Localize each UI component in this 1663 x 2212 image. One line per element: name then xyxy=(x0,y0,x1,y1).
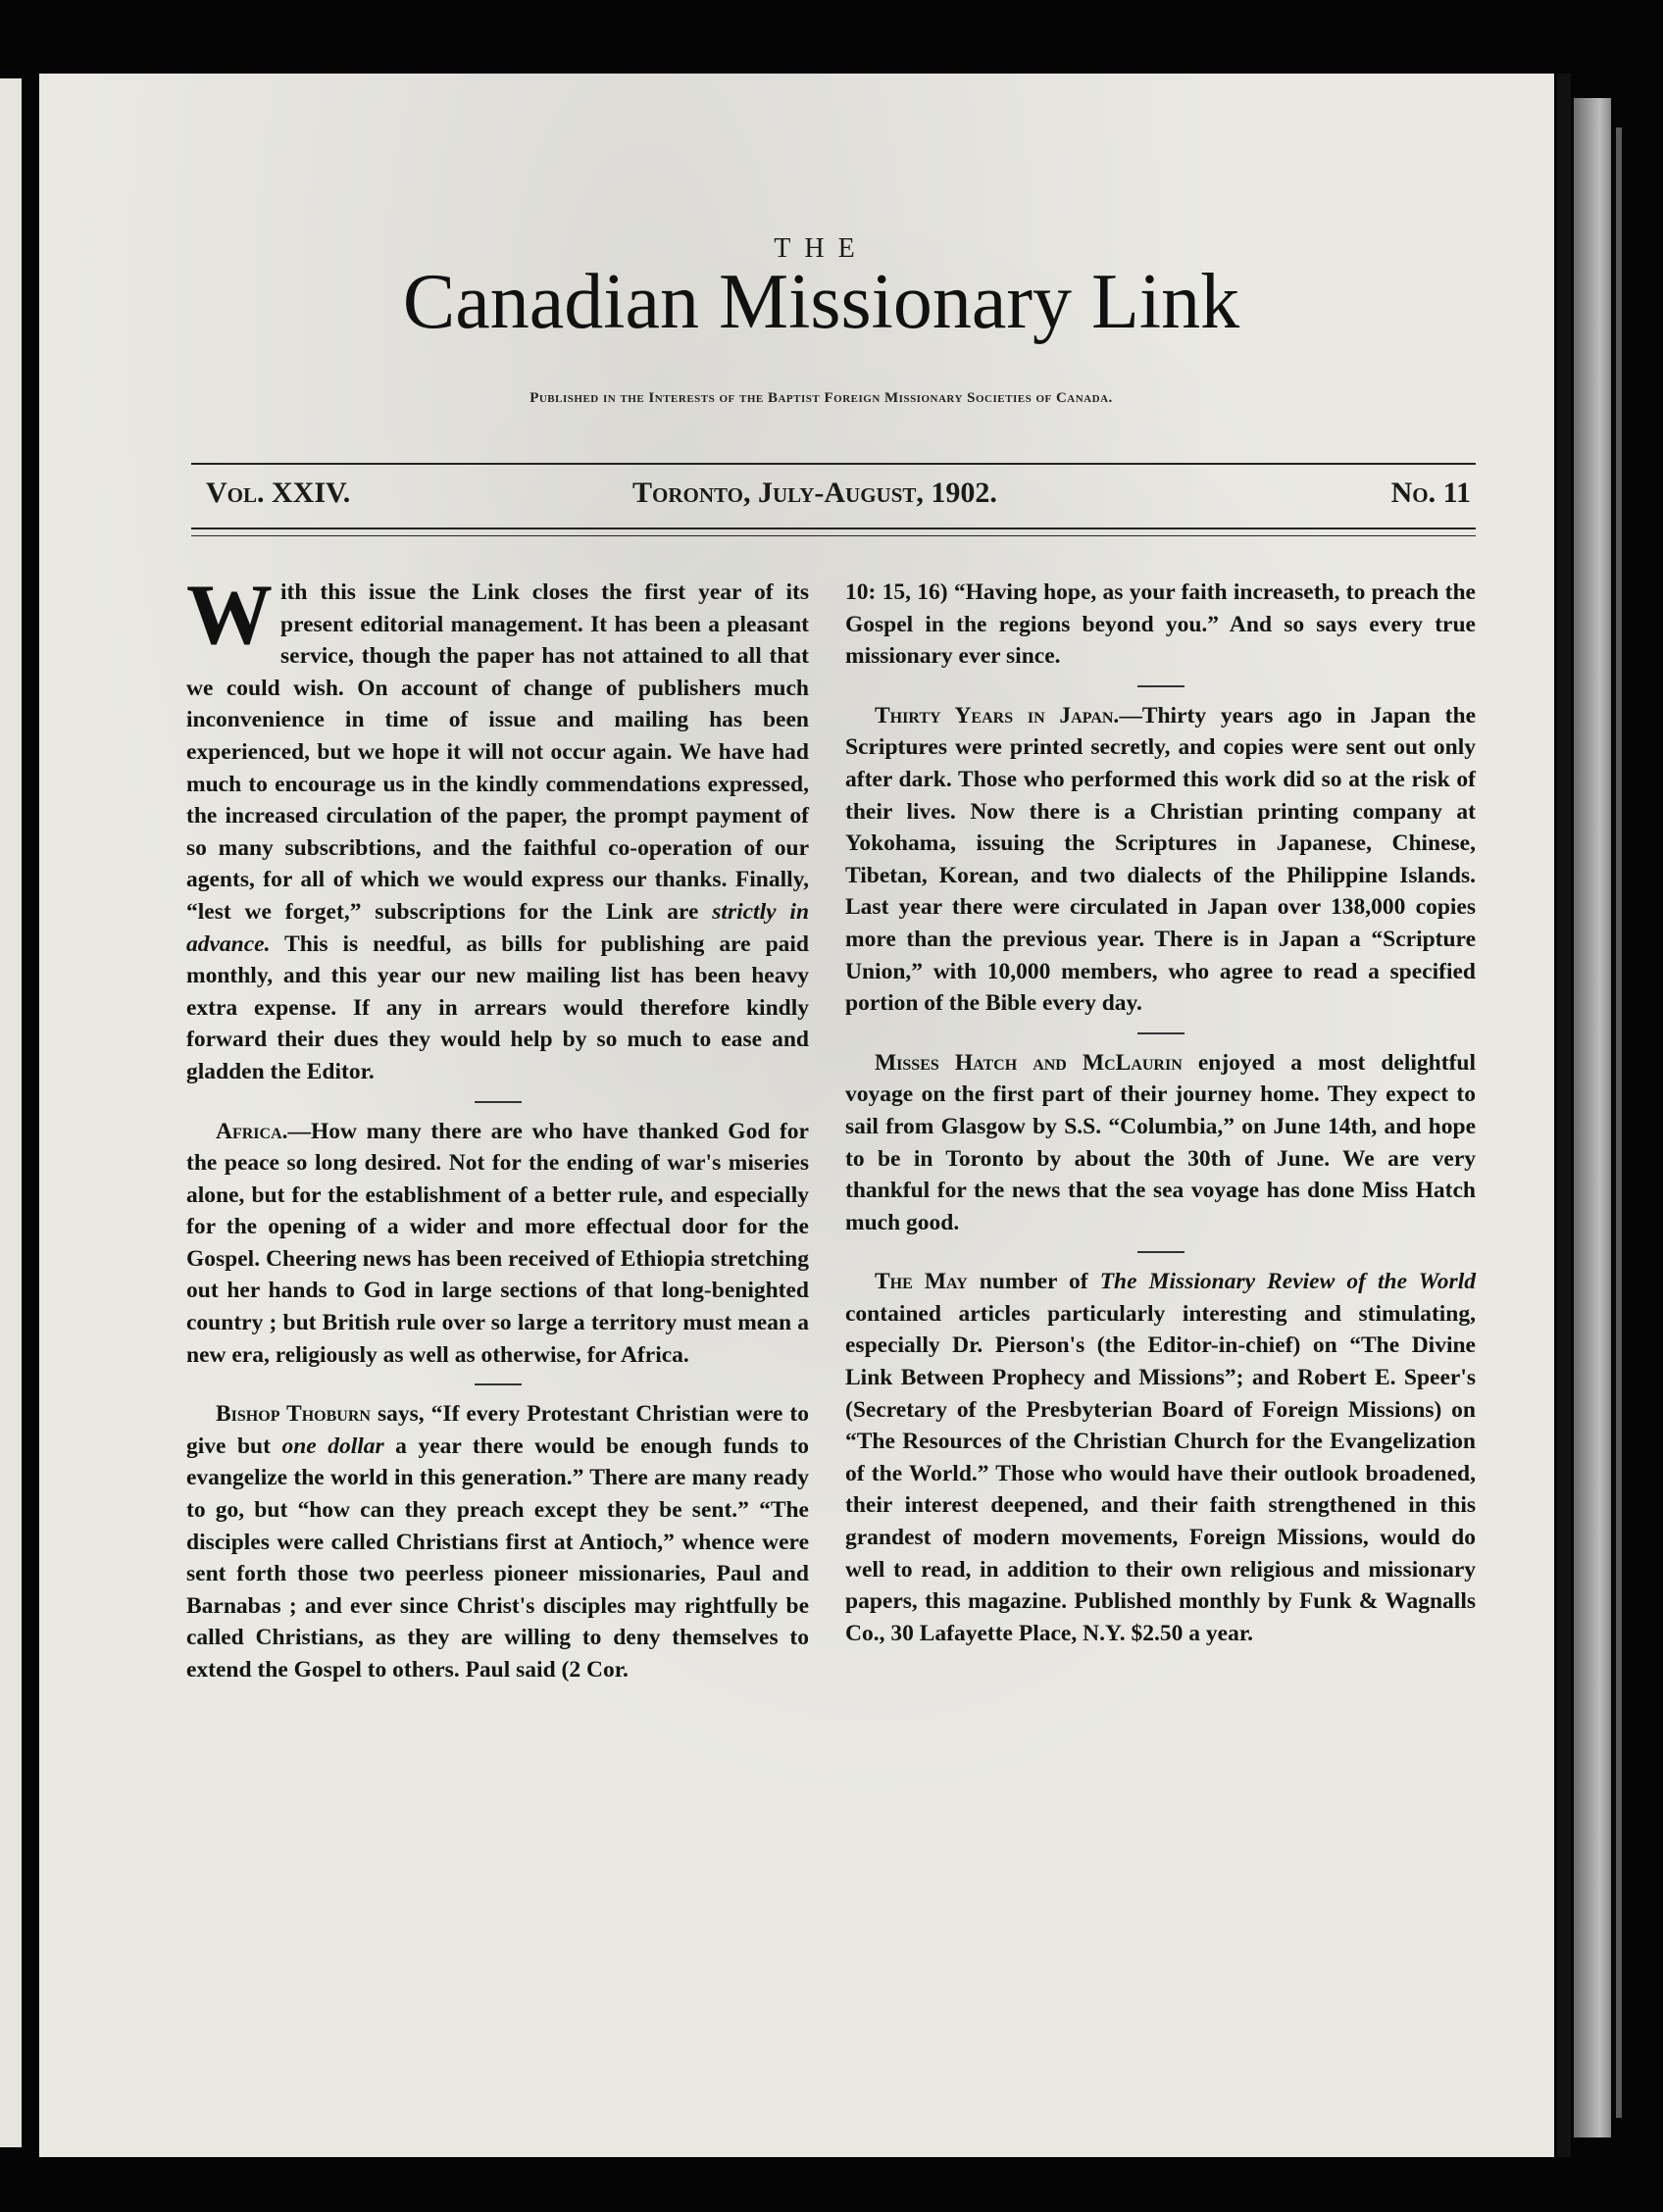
page-shadow-edge xyxy=(1557,74,1571,2157)
review-italic: The Missionary Review of the World xyxy=(1099,1269,1476,1295)
rule-bottom xyxy=(191,528,1476,529)
africa-paragraph xyxy=(186,1116,809,1372)
review-text-rest: contained articles particularly interesting and stimulating, especially Dr. Pierson's (the Editor-in-chief) on “The Divine Link Between Prophecy and Missions”; and Robert E. Speer's (Secretary of the Presbyterian Board of Foreign Missions) on “The Resources of the Christian Church for the Evangelization of the World.” Those who would have their outlook broadened, their interest deepened, and their faith strengthened in this grandest of modern movements, Foreign Missions, would do well to read, in addition to their own religious and missionary papers, this magazine. Published monthly by Funk & Wagnalls Co., 30 Lafayette Place, N.Y. $2.50 a year. xyxy=(845,1300,1476,1646)
thoburn-lead: Bishop Thoburn xyxy=(216,1401,371,1428)
masthead-the: THE xyxy=(774,233,869,264)
editorial-paragraph xyxy=(186,568,810,1088)
separator xyxy=(1137,1032,1184,1034)
separator xyxy=(475,1101,522,1103)
editorial-text: ith this issue the Link closes the first year of its present editorial management. It has been a pleasant service, though the paper has not attained to all that we could wish. On account of change of publishers much inconvenience in time of issue and mailing has been experienced, but we hope it will not occur again. We have had much to encourage us in the kindly commendations expressed, the increased circulation of the paper, the prompt payment of so many subscribtions, and the faithful co-operation of our agents, for all of which we would express our thanks. Finally, “lest we forget,” subscriptions for the Link are xyxy=(186,579,809,925)
separator xyxy=(1137,1251,1184,1253)
review-paragraph xyxy=(845,1266,1476,1649)
thoburn-italic: one dollar xyxy=(281,1433,384,1459)
thoburn-text: says, “If every Protestant Christian were to give but xyxy=(186,1401,809,1459)
japan-paragraph xyxy=(845,700,1476,1020)
hatch-text: enjoyed a most delightful voyage on the first part of their journey home. They expect to sail from Glasgow by S.S. “Columbia,” on June 14th, and hope to be in Toronto by about the 30th of June. We are very thankful for the news that the sea voyage has done Miss Hatch much good. xyxy=(845,1049,1476,1235)
editorial-text-rest: This is needful, as bills for publishing are paid monthly, and this year our new mailing list has been heavy extra expense. If any in arrears would therefore kindly forward their dues they would help by so much to ease and gladden the Editor. xyxy=(186,930,809,1084)
masthead-subtitle: Published in the Interests of the Baptist Foreign Missionary Societies of Canada. xyxy=(529,390,1113,406)
previous-page-edge xyxy=(0,78,22,2147)
rule-top xyxy=(191,463,1476,465)
separator xyxy=(1137,685,1184,687)
continued-paragraph: 10: 15, 16) “Having hope, as your faith increaseth, to preach the Gospel in the regions beyond you.” And so says every true missionary ever since. xyxy=(845,579,1476,670)
africa-lead: Africa. xyxy=(216,1118,288,1144)
book-spine xyxy=(1574,98,1611,2137)
book-spine-edge xyxy=(1616,127,1622,2118)
hatch-lead: Misses Hatch and McLaurin xyxy=(875,1049,1183,1076)
review-text: number of xyxy=(967,1269,1100,1295)
separator xyxy=(475,1383,522,1385)
issue-line xyxy=(206,477,1471,520)
hatch-paragraph xyxy=(845,1047,1476,1239)
right-column xyxy=(845,577,1476,1649)
japan-lead: Thirty Years in Japan. xyxy=(875,702,1120,729)
left-column xyxy=(186,568,810,1686)
issue-number: No. 11 xyxy=(1390,477,1471,509)
africa-text: —How many there are who have thanked God for the peace so long desired. Not for the ending of war's miseries alone, but for the establishment of a better rule, and especially for the opening of a wider and more effectual door for the Gospel. Cheering news has been received of Ethiopia stretching out her hands to God in large sections of that long-benighted country ; but British rule over so large a territory must mean a new era, religiously as well as otherwise, for Africa. xyxy=(186,1118,809,1368)
masthead-title: Canadian Missionary Link xyxy=(402,259,1240,345)
review-lead: The May xyxy=(875,1269,968,1295)
thoburn-paragraph xyxy=(186,1398,809,1685)
drop-cap: W xyxy=(186,568,273,663)
rule-bottom-thin xyxy=(191,535,1476,536)
japan-text: —Thirty years ago in Japan the Scriptures were printed secretly, and copies were sent out only after dark. Those who performed this work did so at the risk of their lives. Now there is a Christian printing company at Yokohama, issuing the Scriptures in Japanese, Chinese, Tibetan, Korean, and two dialects of the Philippine Islands. Last year there were circulated in Japan over 138,000 copies more than the previous year. There is in Japan a “Scripture Union,” with 10,000 members, who agree to read a specified portion of the Bible every day. xyxy=(845,702,1476,1017)
issue-place-date: Toronto, July-August, 1902. xyxy=(632,477,997,509)
thoburn-text-rest: a year there would be enough funds to evangelize the world in this generation.” There are many ready to go, but “how can they preach except they be sent.” “The disciples were called Christians first at Antioch,” whence were sent forth those two peerless pioneer missionaries, Paul and Barnabas ; and ever since Christ's disciples may rightfully be called Christians, as they are willing to deny themselves to extend the Gospel to others. Paul said (2 Cor. xyxy=(186,1433,809,1683)
editorial-italic: strictly in advance. xyxy=(186,898,810,957)
issue-volume: Vol. XXIV. xyxy=(206,477,351,509)
